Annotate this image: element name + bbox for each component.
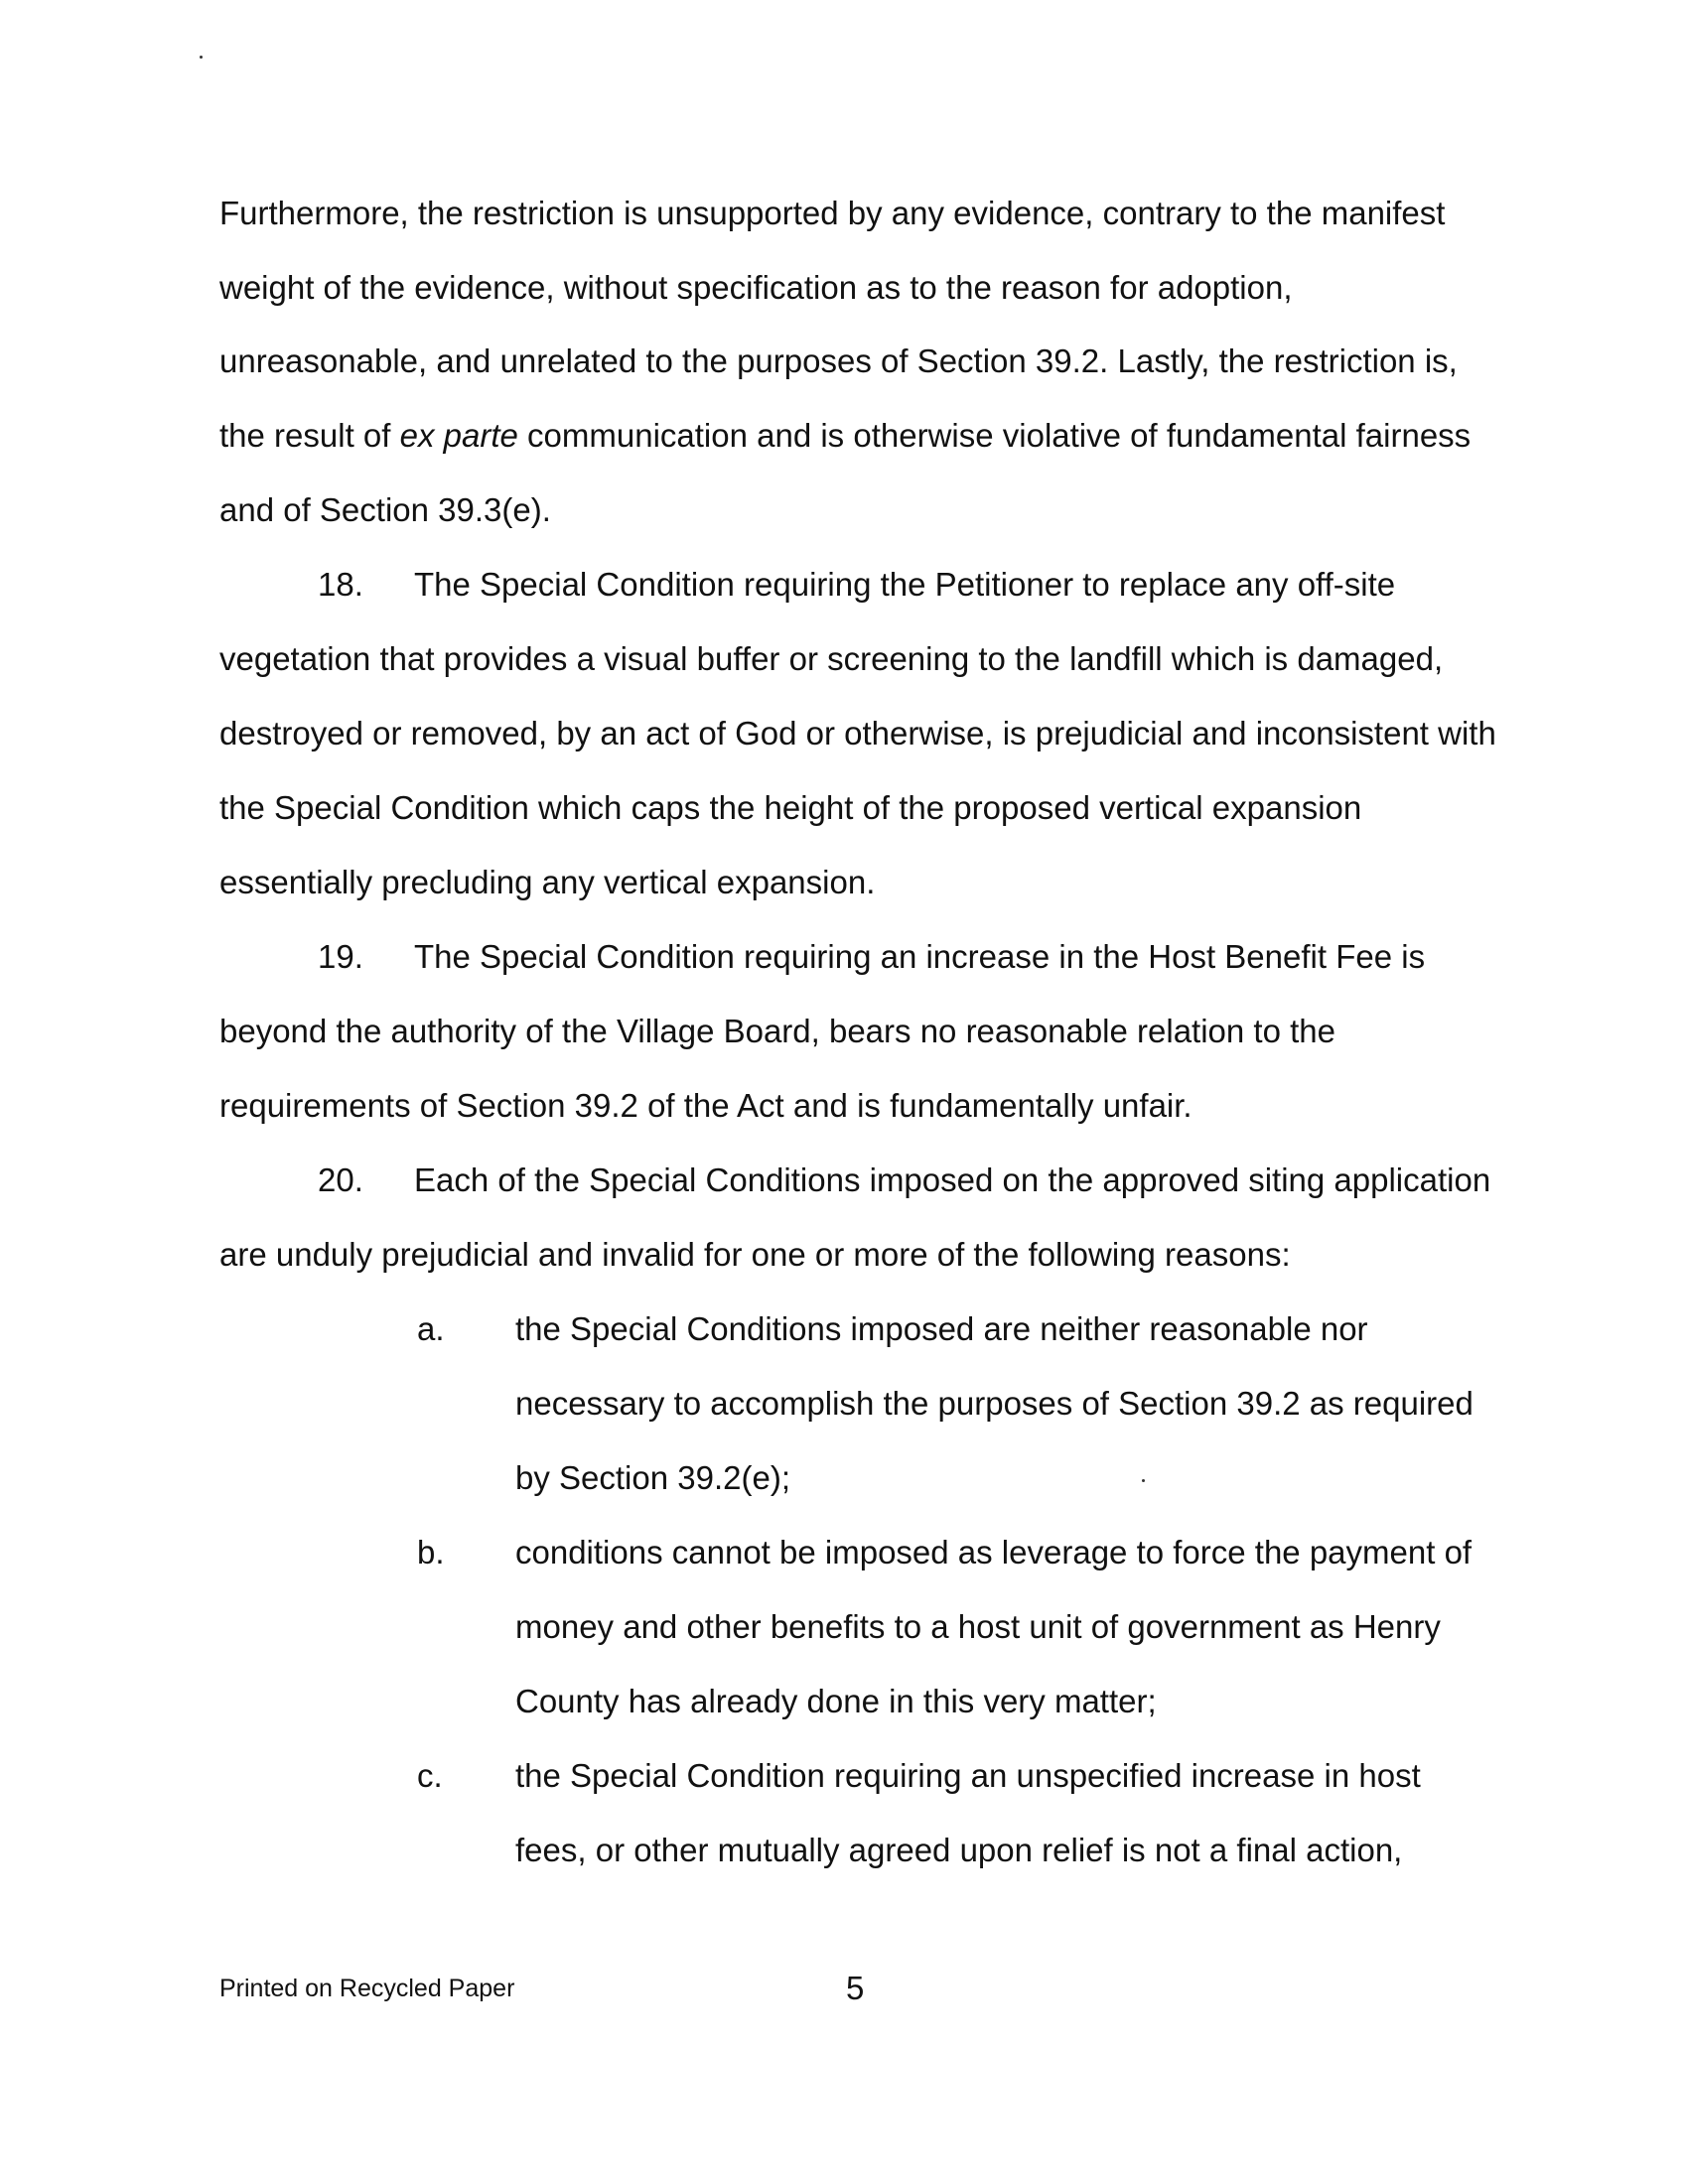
list-item-line: the Special Condition requiring an unspecified increase in host — [515, 1757, 1421, 1794]
text-line: Each of the Special Conditions imposed on the approved siting application — [414, 1161, 1491, 1198]
italic-term: ex parte — [399, 417, 518, 454]
text-line: beyond the authority of the Village Board, bears no reasonable relation to the — [219, 1013, 1335, 1049]
text-line: and of Section 39.3(e). — [219, 491, 551, 528]
page-number: 5 — [846, 1970, 865, 2006]
list-item-line: necessary to accomplish the purposes of Section 39.2 as required — [515, 1385, 1474, 1422]
list-item-line: conditions cannot be imposed as leverage to force the payment of — [515, 1534, 1473, 1570]
text-run: the result of — [219, 417, 400, 454]
paragraph-number: 20. — [318, 1161, 363, 1198]
text-line: Furthermore, the restriction is unsupported by any evidence, contrary to the manifest — [219, 195, 1446, 231]
text-run: communication and is otherwise violative of fundamental fairness — [517, 417, 1472, 454]
text-line: are unduly prejudicial and invalid for one or more of the following reasons: — [219, 1236, 1291, 1273]
list-item-letter: b. — [417, 1534, 445, 1570]
footer-recycled-note: Printed on Recycled Paper — [219, 1975, 515, 2002]
text-line — [219, 416, 1471, 456]
scan-speck — [1142, 1479, 1145, 1482]
list-item-line: money and other benefits to a host unit of government as Henry — [515, 1608, 1441, 1645]
list-item-line: by Section 39.2(e); — [515, 1459, 790, 1496]
text-line: The Special Condition requiring an increase in the Host Benefit Fee is — [414, 938, 1426, 975]
text-line: the Special Condition which caps the height of the proposed vertical expansion — [219, 789, 1362, 826]
list-item-letter: c. — [417, 1757, 443, 1794]
text-line: weight of the evidence, without specification as to the reason for adoption, — [219, 269, 1293, 306]
text-line: essentially precluding any vertical expansion. — [219, 864, 876, 900]
list-item-line: the Special Conditions imposed are neither reasonable nor — [515, 1310, 1368, 1347]
text-line: unreasonable, and unrelated to the purposes of Section 39.2. Lastly, the restriction is, — [219, 342, 1458, 379]
list-item-line: fees, or other mutually agreed upon relief is not a final action, — [515, 1832, 1403, 1868]
paragraph-number: 18. — [318, 566, 363, 603]
scan-speck — [200, 56, 203, 59]
text-line: The Special Condition requiring the Petitioner to replace any off-site — [414, 566, 1396, 603]
paragraph-number: 19. — [318, 938, 363, 975]
text-line: destroyed or removed, by an act of God or otherwise, is prejudicial and inconsistent with — [219, 715, 1496, 751]
list-item-letter: a. — [417, 1310, 445, 1347]
text-line: requirements of Section 39.2 of the Act and is fundamentally unfair. — [219, 1087, 1193, 1124]
text-line: vegetation that provides a visual buffer or screening to the landfill which is damaged, — [219, 640, 1444, 677]
list-item-line: County has already done in this very matter; — [515, 1683, 1157, 1719]
